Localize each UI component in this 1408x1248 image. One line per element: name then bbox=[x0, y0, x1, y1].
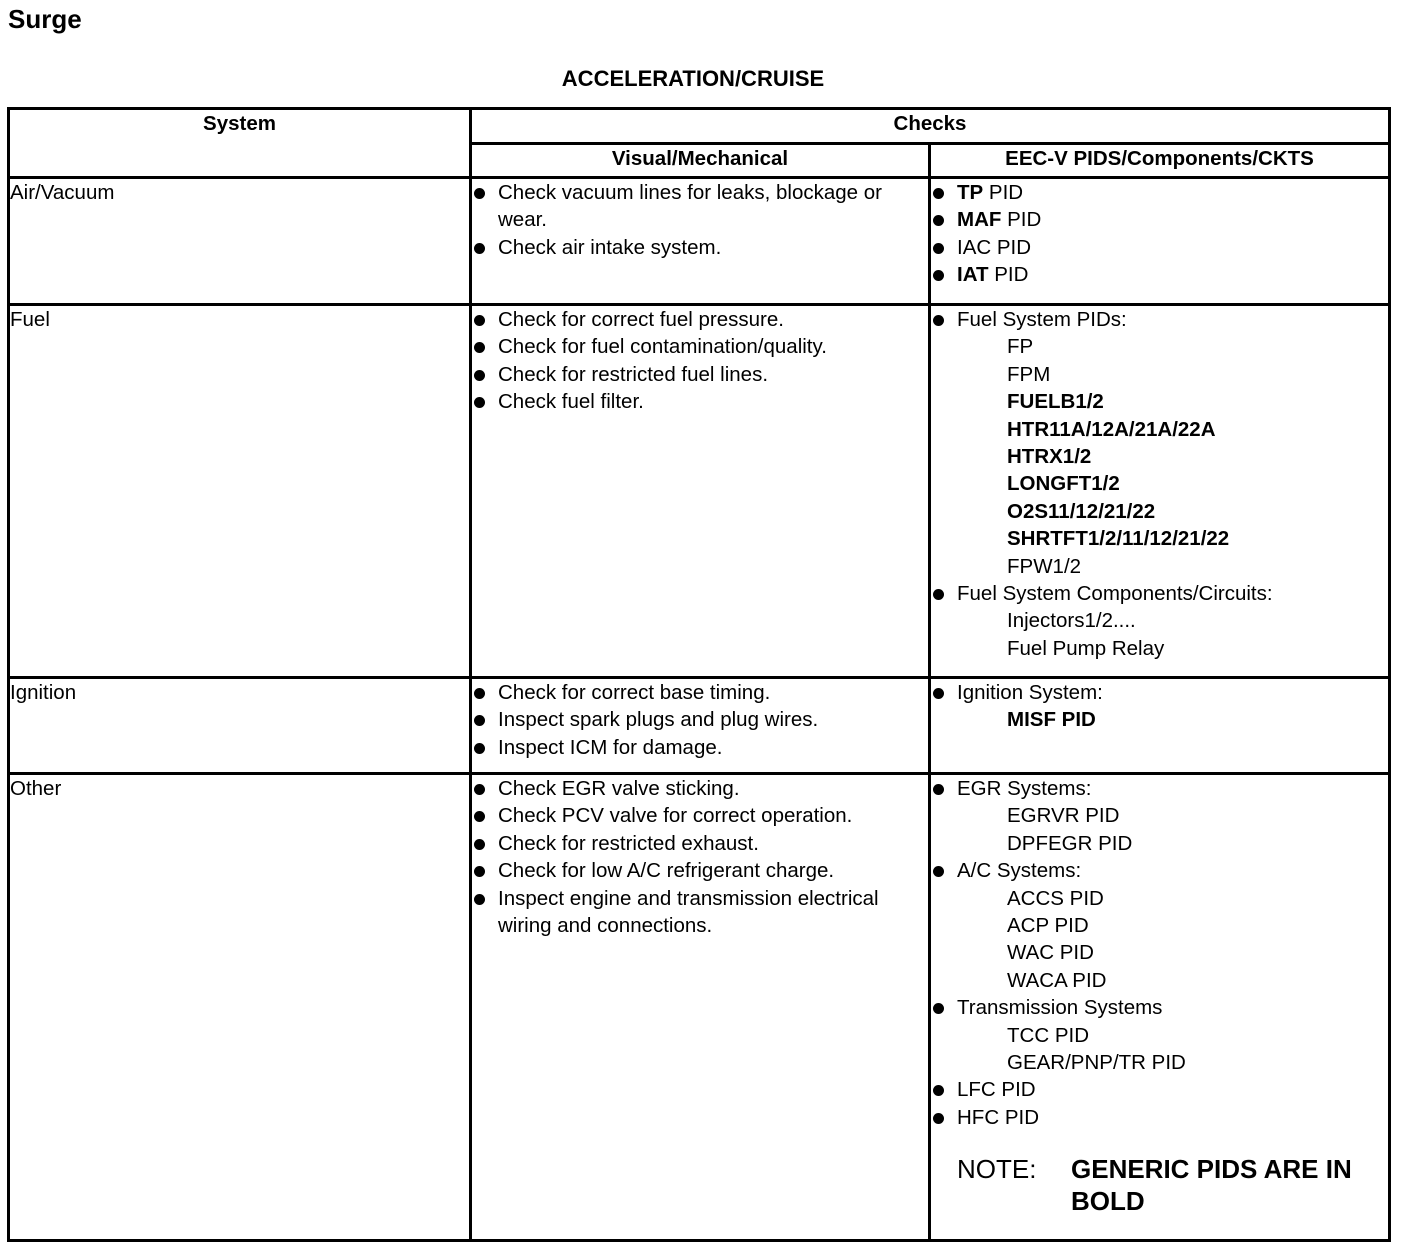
bullet-icon bbox=[933, 315, 944, 326]
bullet-icon bbox=[474, 370, 485, 381]
bullet-icon bbox=[933, 1085, 944, 1096]
list-item: LFC PID bbox=[931, 1076, 1388, 1103]
list-item: Inspect engine and transmission electrical wiring and connections. bbox=[472, 885, 928, 940]
bullet-icon bbox=[474, 342, 485, 353]
pid-item: TCC PID bbox=[1007, 1023, 1089, 1047]
pid-item: EGRVR PID bbox=[1007, 804, 1120, 828]
table-row-other bbox=[9, 774, 1390, 1241]
bullet-icon bbox=[474, 894, 485, 905]
pid-item: FP bbox=[1007, 335, 1034, 359]
note-label: NOTE: bbox=[957, 1154, 1037, 1185]
bullet-icon bbox=[933, 243, 944, 254]
bullet-icon bbox=[933, 589, 944, 600]
table-caption: ACCELERATION/CRUISE bbox=[561, 66, 825, 91]
system-cell: Air/Vacuum bbox=[9, 178, 471, 305]
table-row-air-vacuum bbox=[9, 178, 1390, 305]
bullet-icon bbox=[474, 866, 485, 877]
list-item: Ignition System: bbox=[931, 679, 1388, 706]
component-item: Fuel Pump Relay bbox=[1007, 636, 1165, 660]
page-title: Surge bbox=[8, 4, 82, 34]
bullet-icon bbox=[933, 215, 944, 226]
bullet-icon bbox=[474, 811, 485, 822]
table-row-fuel bbox=[9, 305, 1390, 678]
pid-item: FUELB1/2 bbox=[1007, 390, 1104, 414]
system-cell: Ignition bbox=[9, 678, 471, 774]
pid-item: LONGFT1/2 bbox=[1007, 472, 1120, 496]
system-cell: Fuel bbox=[9, 305, 471, 678]
bullet-icon bbox=[933, 270, 944, 281]
bullet-icon bbox=[474, 784, 485, 795]
visual-cell bbox=[471, 774, 930, 1241]
visual-cell bbox=[471, 305, 930, 678]
list-item: TP PID bbox=[931, 179, 1388, 206]
bullet-icon bbox=[474, 743, 485, 754]
bullet-icon bbox=[474, 243, 485, 254]
bullet-icon bbox=[474, 715, 485, 726]
pid-item: ACCS PID bbox=[1007, 886, 1104, 910]
pid-item: HTR11A/12A/21A/22A bbox=[1007, 417, 1216, 441]
pid-item: WAC PID bbox=[1007, 941, 1094, 965]
list-item: Check vacuum lines for leaks, blockage or wear. bbox=[472, 179, 928, 234]
pid-item: FPM bbox=[1007, 362, 1051, 386]
pid-item: WACA PID bbox=[1007, 968, 1107, 992]
bullet-icon bbox=[933, 784, 944, 795]
pid-item: O2S11/12/21/22 bbox=[1007, 499, 1156, 523]
list-item: Fuel System Components/Circuits: bbox=[931, 580, 1388, 607]
bullet-icon bbox=[474, 397, 485, 408]
eec-cell bbox=[930, 774, 1390, 1241]
header-visual-mechanical: Visual/Mechanical bbox=[471, 144, 930, 178]
pid-item: DPFEGR PID bbox=[1007, 831, 1133, 855]
system-cell: Other bbox=[9, 774, 471, 1241]
pid-item: GEAR/PNP/TR PID bbox=[1007, 1051, 1186, 1075]
bullet-icon bbox=[933, 188, 944, 199]
list-item: MAF PID bbox=[931, 206, 1388, 233]
list-item: EGR Systems: bbox=[931, 775, 1388, 802]
bullet-icon bbox=[474, 188, 485, 199]
bullet-icon bbox=[933, 866, 944, 877]
pid-item: MISF PID bbox=[1007, 708, 1096, 732]
list-item: Fuel System PIDs: bbox=[931, 306, 1388, 333]
header-checks: Checks bbox=[471, 109, 1390, 144]
pid-item: SHRTFT1/2/11/12/21/22 bbox=[1007, 527, 1230, 551]
bullet-icon bbox=[933, 688, 944, 699]
list-item: Transmission Systems bbox=[931, 994, 1388, 1021]
eec-cell bbox=[930, 678, 1390, 774]
note-text: GENERIC PIDS ARE IN BOLD bbox=[1071, 1154, 1352, 1217]
bullet-icon bbox=[474, 839, 485, 850]
bullet-icon bbox=[474, 688, 485, 699]
table-row-ignition bbox=[9, 678, 1390, 774]
pid-item: HTRX1/2 bbox=[1007, 445, 1092, 469]
visual-cell bbox=[471, 678, 930, 774]
bullet-icon bbox=[474, 315, 485, 326]
component-item: Injectors1/2.... bbox=[1007, 609, 1136, 633]
list-item: Check EGR valve sticking. bbox=[472, 775, 928, 802]
list-item: A/C Systems: bbox=[931, 857, 1388, 884]
pid-item: ACP PID bbox=[1007, 914, 1089, 938]
list-item: IAT PID bbox=[931, 261, 1388, 288]
bullet-icon bbox=[933, 1113, 944, 1124]
note bbox=[931, 1153, 1388, 1217]
list-item: Check air intake system. bbox=[472, 234, 928, 261]
list-item: Check for low A/C refrigerant charge. bbox=[472, 857, 928, 884]
list-item: Check for restricted exhaust. bbox=[472, 830, 928, 857]
eec-cell bbox=[930, 178, 1390, 305]
pid-item: FPW1/2 bbox=[1007, 554, 1082, 578]
list-item: Check fuel filter. bbox=[472, 388, 928, 415]
list-item: Check for correct fuel pressure. bbox=[472, 306, 928, 333]
list-item: Check for correct base timing. bbox=[472, 679, 928, 706]
eec-cell bbox=[930, 305, 1390, 678]
list-item: Inspect spark plugs and plug wires. bbox=[472, 706, 928, 733]
list-item: Check for restricted fuel lines. bbox=[472, 361, 928, 388]
list-item: Check for fuel contamination/quality. bbox=[472, 333, 928, 360]
bullet-icon bbox=[933, 1003, 944, 1014]
diagnostic-table bbox=[7, 107, 1391, 1242]
visual-cell bbox=[471, 178, 930, 305]
list-item: HFC PID bbox=[931, 1104, 1388, 1131]
list-item: Inspect ICM for damage. bbox=[472, 734, 928, 761]
list-item: IAC PID bbox=[931, 234, 1388, 261]
header-eec-pids: EEC-V PIDS/Components/CKTS bbox=[930, 144, 1390, 178]
list-item: Check PCV valve for correct operation. bbox=[472, 802, 928, 829]
header-system: System bbox=[9, 109, 471, 178]
